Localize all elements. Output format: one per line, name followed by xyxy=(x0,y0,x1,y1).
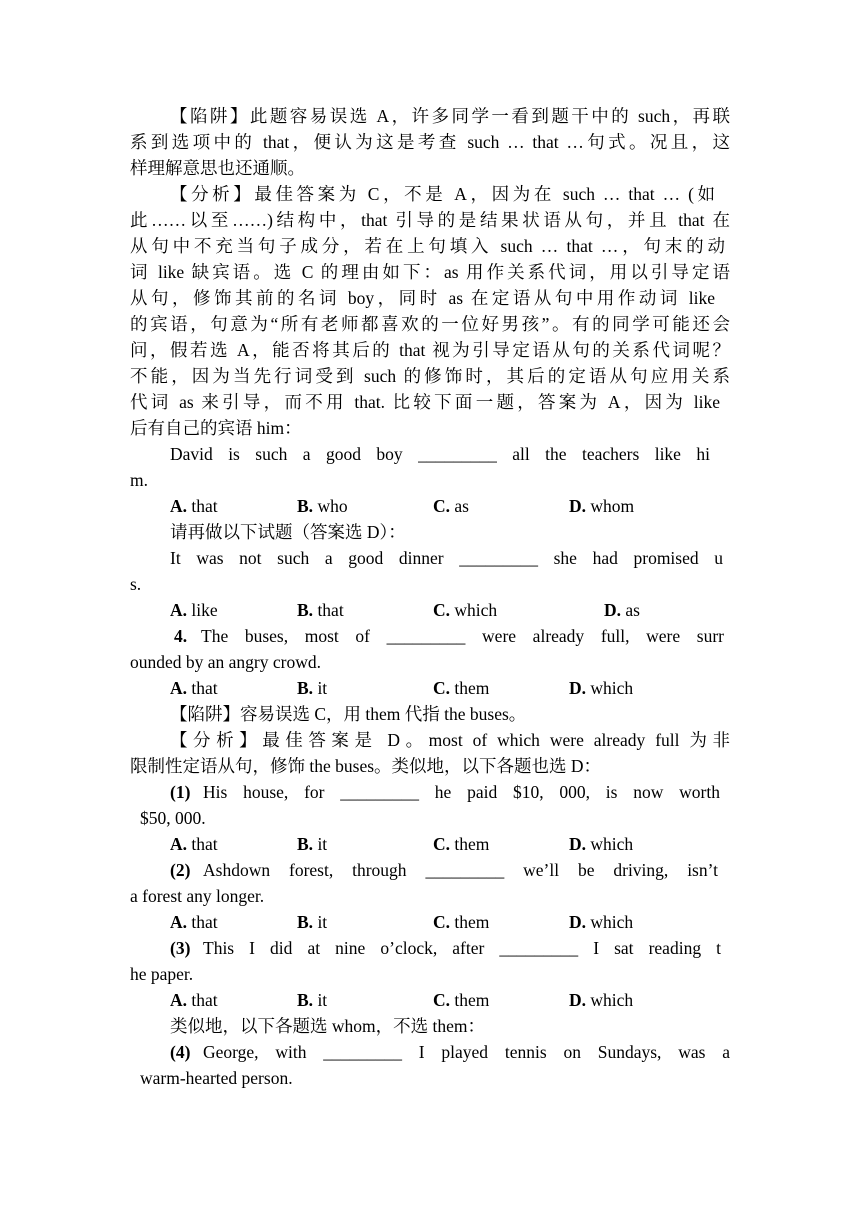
sub1-option-c xyxy=(433,831,489,857)
trap1-line-2: 系到选项中的 that，便认为这是考查 such … that …句式。况且，这 xyxy=(130,132,730,152)
option-letter: A. xyxy=(170,834,188,854)
q4-option-c xyxy=(433,675,489,701)
option-text: whom xyxy=(590,496,635,516)
analysis1-line-8: 不能，因为当先行词受到 such 的修饰时，其后的定语从句应用关系 xyxy=(130,366,730,386)
sub2-option-c xyxy=(433,909,489,935)
analysis1-line-5: 从句，修饰其前的名词 boy，同时 as 在定语从句中用作动词 like xyxy=(130,288,715,308)
q-david-line-1: David is such a good boy _________ all the teachers like hi xyxy=(170,444,710,464)
option-letter: B. xyxy=(297,678,314,698)
q4-option-d xyxy=(569,675,633,701)
option-text: that xyxy=(191,496,218,516)
option-text: that xyxy=(191,678,218,698)
q-david-option-a xyxy=(170,493,218,519)
option-text: as xyxy=(625,600,640,620)
option-text: them xyxy=(454,990,490,1010)
option-text: it xyxy=(317,834,328,854)
option-letter: D. xyxy=(569,834,587,854)
sub2-line-2: a forest any longer. xyxy=(130,886,265,906)
option-text: which xyxy=(590,912,634,932)
analysis1-line-7: 问，假若选 A，能否将其后的 that 视为引导定语从句的关系代词呢？ xyxy=(130,340,730,360)
option-letter: C. xyxy=(433,990,451,1010)
sub2-option-a xyxy=(170,909,218,935)
sub4-number: (4) xyxy=(170,1042,191,1062)
option-letter: A. xyxy=(170,678,188,698)
sub3-option-a xyxy=(170,987,218,1013)
q-dinner-option-c xyxy=(433,597,497,623)
sub1-option-a xyxy=(170,831,218,857)
option-text: as xyxy=(454,496,469,516)
trap2-line: 【陷阱】容易误选 C，用 them 代指 the buses。 xyxy=(170,704,527,724)
q4-number: 4. xyxy=(174,626,188,646)
sub2-line-1: Ashdown forest, through _________ we’ll be driving, isn’t xyxy=(203,860,718,880)
sub3-option-c xyxy=(433,987,489,1013)
q-david-option-d xyxy=(569,493,634,519)
q-dinner-line-2: s. xyxy=(130,574,142,594)
sub3-number: (3) xyxy=(170,938,191,958)
option-text: which xyxy=(590,678,634,698)
sub1-line-1: His house, for _________ he paid $10, 000, is now worth xyxy=(203,782,720,802)
option-letter: B. xyxy=(297,834,314,854)
option-letter: C. xyxy=(433,600,451,620)
option-letter: C. xyxy=(433,834,451,854)
option-letter: D. xyxy=(604,600,622,620)
option-text: which xyxy=(454,600,498,620)
analysis1-line-1: 【分析】最佳答案为 C，不是 A，因为在 such … that … (如 xyxy=(170,184,715,204)
q4-option-b xyxy=(297,675,327,701)
analysis1-line-10: 后有自己的宾语 him： xyxy=(130,418,302,438)
prompt-redo: 请再做以下试题（答案选 D）： xyxy=(170,522,406,542)
analysis2-line-1: 【分析】最佳答案是 D。most of which were already full 为非 xyxy=(170,730,730,750)
sub1-option-b xyxy=(297,831,327,857)
sub3-line-2: he paper. xyxy=(130,964,194,984)
option-text: that xyxy=(191,990,218,1010)
option-letter: D. xyxy=(569,678,587,698)
option-letter: A. xyxy=(170,600,188,620)
option-text: them xyxy=(454,834,490,854)
analysis2-line-2: 限制性定语从句，修饰 the buses。类似地，以下各题也选 D： xyxy=(130,756,602,776)
option-letter: A. xyxy=(170,990,188,1010)
analysis1-line-4: 词 like 缺宾语。选 C 的理由如下：as 用作关系代词，用以引导定语 xyxy=(130,262,730,282)
option-letter: B. xyxy=(297,990,314,1010)
sub3-line-1: This I did at nine o’clock, after _________ I sat reading t xyxy=(203,938,721,958)
sub1-option-d xyxy=(569,831,633,857)
q-dinner-option-a xyxy=(170,597,218,623)
option-text: it xyxy=(317,990,328,1010)
option-text: it xyxy=(317,678,328,698)
option-letter: B. xyxy=(297,496,314,516)
sub3-option-d xyxy=(569,987,633,1013)
option-text: who xyxy=(317,496,348,516)
option-letter: B. xyxy=(297,600,314,620)
trap1-line-3: 样理解意思也还通顺。 xyxy=(130,158,305,178)
sub2-option-d xyxy=(569,909,633,935)
q-david-line-2: m. xyxy=(130,470,148,490)
option-letter: C. xyxy=(433,678,451,698)
analysis1-line-9: 代词 as 来引导，而不用 that. 比较下面一题，答案为 A，因为 like xyxy=(130,392,720,412)
prompt-whom: 类似地，以下各题选 whom，不选 them： xyxy=(170,1016,485,1036)
sub2-number: (2) xyxy=(170,860,191,880)
q-david-option-b xyxy=(297,493,348,519)
analysis1-line-3: 从句中不充当句子成分，若在上句填入 such … that …，句末的动 xyxy=(130,236,725,256)
option-text: like xyxy=(191,600,218,620)
sub1-number: (1) xyxy=(170,782,191,802)
sub4-line-2: warm-hearted person. xyxy=(140,1068,293,1088)
option-letter: A. xyxy=(170,496,188,516)
q4-option-a xyxy=(170,675,218,701)
option-letter: A. xyxy=(170,912,188,932)
q4-line-2: ounded by an angry crowd. xyxy=(130,652,321,672)
option-letter: D. xyxy=(569,912,587,932)
sub2-option-b xyxy=(297,909,327,935)
option-text: which xyxy=(590,990,634,1010)
option-text: them xyxy=(454,912,490,932)
q-dinner-option-d xyxy=(604,597,640,623)
option-text: which xyxy=(590,834,634,854)
trap1-line-1: 【陷阱】此题容易误选 A，许多同学一看到题干中的 such，再联 xyxy=(170,106,730,126)
analysis1-line-6: 的宾语，句意为“所有老师都喜欢的一位好男孩”。有的同学可能还会 xyxy=(130,314,730,334)
q4-line-1: The buses, most of _________ were already full, were surr xyxy=(201,626,724,646)
q-david-option-c xyxy=(433,493,469,519)
option-letter: B. xyxy=(297,912,314,932)
option-text: that xyxy=(191,912,218,932)
option-letter: D. xyxy=(569,990,587,1010)
analysis1-line-2: 此……以至……)结构中，that 引导的是结果状语从句，并且 that 在 xyxy=(130,210,730,230)
sub1-line-2: $50, 000. xyxy=(140,808,206,828)
option-text: that xyxy=(191,834,218,854)
q-dinner-option-b xyxy=(297,597,344,623)
option-text: them xyxy=(454,678,490,698)
option-letter: D. xyxy=(569,496,587,516)
q-dinner-line-1: It was not such a good dinner _________ she had promised u xyxy=(170,548,723,568)
option-text: that xyxy=(317,600,344,620)
option-letter: C. xyxy=(433,496,451,516)
option-letter: C. xyxy=(433,912,451,932)
sub3-option-b xyxy=(297,987,327,1013)
sub4-line-1: George, with _________ I played tennis on Sundays, was a xyxy=(203,1042,730,1062)
option-text: it xyxy=(317,912,328,932)
